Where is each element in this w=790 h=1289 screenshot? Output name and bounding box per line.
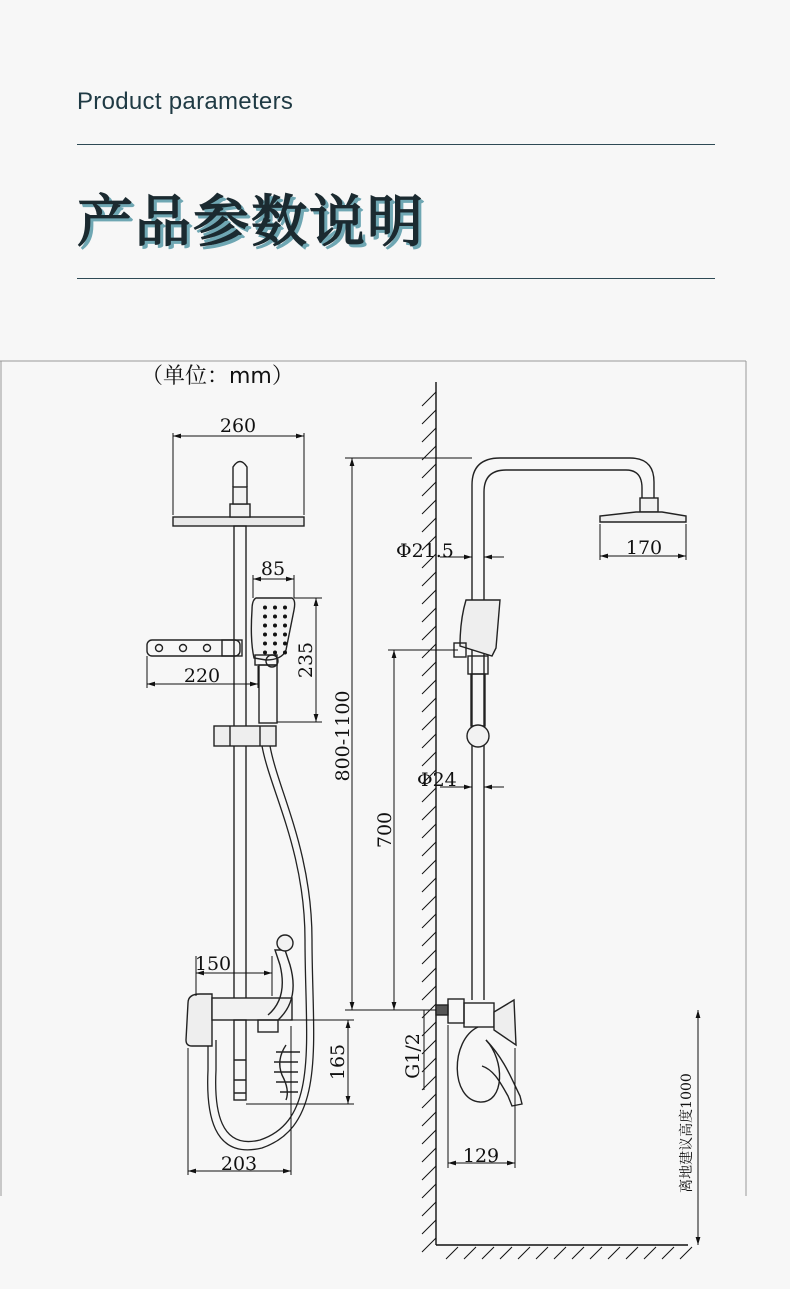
dim-mixer-offset: 150 — [194, 953, 232, 975]
wall-hatch-mark — [422, 428, 436, 442]
handheld-shower — [251, 598, 294, 723]
wall-hatch-mark — [422, 716, 436, 730]
wall-hatch-mark — [422, 1148, 436, 1162]
wall-hatch-mark — [422, 896, 436, 910]
floor-hatching — [446, 1247, 692, 1259]
wall-hatch-mark — [422, 500, 436, 514]
front-view — [147, 462, 314, 1150]
wall-hatch-mark — [422, 680, 436, 694]
dim-head-diameter: 170 — [625, 537, 663, 559]
wall-hatch-mark — [422, 1220, 436, 1234]
slide-bracket — [214, 726, 276, 746]
dim-riser-height: 800-1100 — [332, 690, 354, 782]
shelf — [147, 640, 242, 656]
dim-thread: G1/2 — [402, 1033, 424, 1079]
install-height-note: 离地建议高度1000 — [679, 1073, 695, 1193]
side-mixer — [436, 999, 522, 1106]
wall-hatch-mark — [422, 464, 436, 478]
shower-hose — [208, 746, 314, 1150]
wall-hatch-mark — [422, 1166, 436, 1180]
front-dimensions — [147, 433, 354, 1175]
floor-hatch-mark — [446, 1247, 458, 1259]
wall-hatch-mark — [422, 878, 436, 892]
wall-hatch-mark — [422, 824, 436, 838]
side-handheld-shower — [454, 600, 500, 747]
floor-hatch-mark — [572, 1247, 584, 1259]
unit-label: （单位：mm） — [141, 364, 294, 389]
wall-hatch-mark — [422, 644, 436, 658]
floor-hatch-mark — [590, 1247, 602, 1259]
floor-hatch-mark — [464, 1247, 476, 1259]
wall-hatch-mark — [422, 1094, 436, 1108]
dim-slide-height: 700 — [374, 811, 396, 849]
wall-hatch-mark — [422, 698, 436, 712]
floor-hatch-mark — [500, 1247, 512, 1259]
wall-hatch-mark — [422, 518, 436, 532]
wall-hatching — [422, 392, 436, 1252]
floor-hatch-mark — [662, 1247, 674, 1259]
drawing-frame — [0, 361, 746, 1196]
dim-lower-pipe-diameter: Φ24 — [417, 769, 457, 791]
side-shower-head — [600, 498, 686, 522]
floor-hatch-mark — [482, 1247, 494, 1259]
riser-pipe — [234, 526, 246, 1000]
floor-hatch-mark — [626, 1247, 638, 1259]
wall-hatch-mark — [422, 626, 436, 640]
wall-hatch-mark — [422, 986, 436, 1000]
wall-hatch-mark — [422, 590, 436, 604]
wall-hatch-mark — [422, 734, 436, 748]
wall-hatch-mark — [422, 572, 436, 586]
wall-hatch-mark — [422, 932, 436, 946]
wall-hatch-mark — [422, 482, 436, 496]
wall-hatch-mark — [422, 806, 436, 820]
wall-hatch-mark — [422, 860, 436, 874]
wall-hatch-mark — [422, 752, 436, 766]
floor-hatch-mark — [680, 1247, 692, 1259]
floor-hatch-mark — [644, 1247, 656, 1259]
header-title-en: Product parameters — [77, 88, 294, 115]
wall-hatch-mark — [422, 662, 436, 676]
dim-shelf-width: 220 — [183, 665, 221, 687]
side-dimensions — [345, 458, 698, 1245]
dim-handheld-height: 235 — [295, 641, 317, 679]
floor-hatch-mark — [518, 1247, 530, 1259]
floor-hatch-mark — [536, 1247, 548, 1259]
dim-spout-drop: 165 — [327, 1043, 349, 1081]
wall-hatch-mark — [422, 1238, 436, 1252]
wall-hatch-mark — [422, 1184, 436, 1198]
wall-hatch-mark — [422, 968, 436, 982]
dim-projection: 129 — [462, 1145, 500, 1167]
wall-hatch-mark — [422, 1112, 436, 1126]
floor-hatch-mark — [554, 1247, 566, 1259]
dim-upper-pipe-diameter: Φ21.5 — [396, 540, 454, 562]
dim-head-width: 260 — [219, 415, 257, 437]
dim-mixer-width: 203 — [220, 1153, 258, 1175]
dim-handheld-width: 85 — [260, 558, 286, 580]
wall-hatch-mark — [422, 842, 436, 856]
overhead-shower-head — [173, 462, 304, 527]
floor-hatch-mark — [608, 1247, 620, 1259]
wall-hatch-mark — [422, 1130, 436, 1144]
header-title-cn: 产品参数说明 — [77, 190, 425, 255]
wall-hatch-mark — [422, 914, 436, 928]
wall-hatch-mark — [422, 410, 436, 424]
wall-hatch-mark — [422, 950, 436, 964]
wall-hatch-mark — [422, 1202, 436, 1216]
wall-hatch-mark — [422, 608, 436, 622]
wall-hatch-mark — [422, 392, 436, 406]
